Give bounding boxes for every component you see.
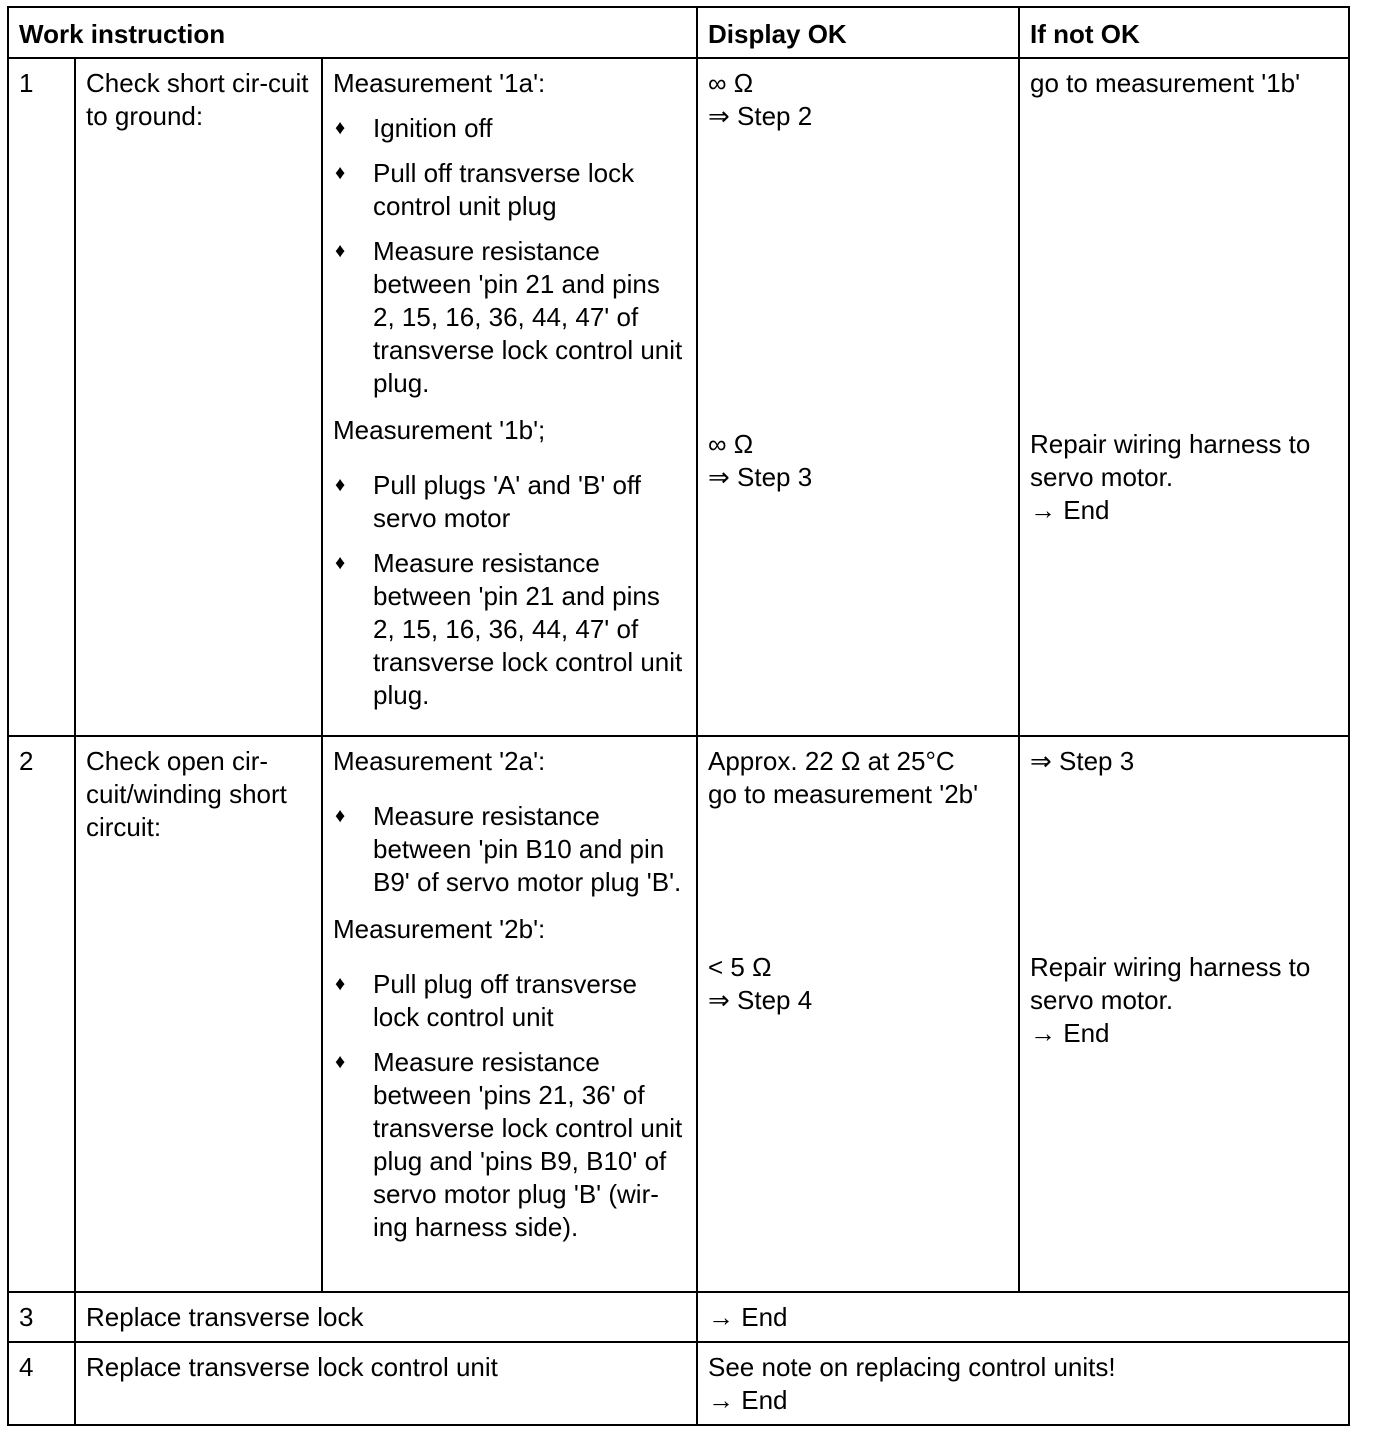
measurement-cell <box>322 58 697 736</box>
result-line: → End <box>708 1385 788 1415</box>
if-not-ok-next: → End <box>1030 1018 1110 1048</box>
header-display-ok: Display OK <box>697 7 1019 58</box>
display-ok-cell <box>697 58 1019 736</box>
measurement-cell <box>322 736 697 1292</box>
list-item: ♦ Ignition off <box>333 112 686 145</box>
table-row-step-1 <box>8 58 1349 736</box>
result-line: See note on replacing control units! <box>708 1352 1116 1382</box>
if-not-ok-action: ⇒ Step 3 <box>1030 746 1135 776</box>
step-number: 4 <box>8 1342 75 1425</box>
display-ok-cell <box>697 736 1019 1292</box>
measurement-steps <box>333 968 686 1244</box>
display-ok-value: Approx. 22 Ω at 25°C <box>708 746 955 776</box>
display-ok-next: go to measurement '2b' <box>708 779 979 809</box>
step-result <box>697 1342 1349 1425</box>
measurement-label: Measurement '2a': <box>333 746 546 776</box>
step-title: Check open cir-cuit/winding short circuit: <box>75 736 322 1292</box>
if-not-ok-action: go to measurement '1b' <box>1030 68 1301 98</box>
list-item: ♦ Measure resistance between 'pins 21, 36' of transverse lock control unit plug and 'pins B9, B10' of servo motor plug 'B' (wir-ing harness side). <box>333 1046 686 1244</box>
display-ok-value: ∞ Ω <box>708 429 754 459</box>
measurement-steps <box>333 112 686 400</box>
step-title: Check short cir-cuit to ground: <box>75 58 322 736</box>
list-item: ♦ Measure resistance between 'pin B10 and pin B9' of servo motor plug 'B'. <box>333 800 686 899</box>
measurement-label: Measurement '1a': <box>333 68 546 98</box>
if-not-ok-cell <box>1019 58 1349 736</box>
measurement-label: Measurement '2b': <box>333 914 546 944</box>
step-instruction: Replace transverse lock <box>75 1292 697 1342</box>
header-work-instruction: Work instruction <box>8 7 697 58</box>
if-not-ok-cell <box>1019 736 1349 1292</box>
table-row-step-2 <box>8 736 1349 1292</box>
step-number: 3 <box>8 1292 75 1342</box>
work-instruction-table <box>7 6 1350 1426</box>
measurement-steps <box>333 469 686 712</box>
if-not-ok-action: Repair wiring harness to servo motor. <box>1030 952 1311 1015</box>
table-row-step-3 <box>8 1292 1349 1342</box>
display-ok-next: ⇒ Step 2 <box>708 101 813 131</box>
display-ok-next: ⇒ Step 4 <box>708 985 813 1015</box>
list-item: ♦ Pull off transverse lock control unit plug <box>333 157 686 223</box>
step-number: 1 <box>8 58 75 736</box>
result-line: → End <box>708 1302 788 1332</box>
step-instruction: Replace transverse lock control unit <box>75 1342 697 1425</box>
display-ok-value: < 5 Ω <box>708 952 772 982</box>
measurement-steps <box>333 800 686 899</box>
list-item: ♦ Measure resistance between 'pin 21 and pins 2, 15, 16, 36, 44, 47' of transverse lock control unit plug. <box>333 547 686 712</box>
display-ok-value: ∞ Ω <box>708 68 754 98</box>
if-not-ok-next: → End <box>1030 495 1110 525</box>
list-item: ♦ Measure resistance between 'pin 21 and pins 2, 15, 16, 36, 44, 47' of transverse lock control unit plug. <box>333 235 686 400</box>
step-result <box>697 1292 1349 1342</box>
if-not-ok-action: Repair wiring harness to servo motor. <box>1030 429 1311 492</box>
header-row <box>8 7 1349 58</box>
list-item: ♦ Pull plug off transverse lock control unit <box>333 968 686 1034</box>
list-item: ♦ Pull plugs 'A' and 'B' off servo motor <box>333 469 686 535</box>
display-ok-next: ⇒ Step 3 <box>708 462 813 492</box>
step-number: 2 <box>8 736 75 1292</box>
table-row-step-4 <box>8 1342 1349 1425</box>
header-if-not-ok: If not OK <box>1019 7 1349 58</box>
measurement-label: Measurement '1b'; <box>333 415 546 445</box>
